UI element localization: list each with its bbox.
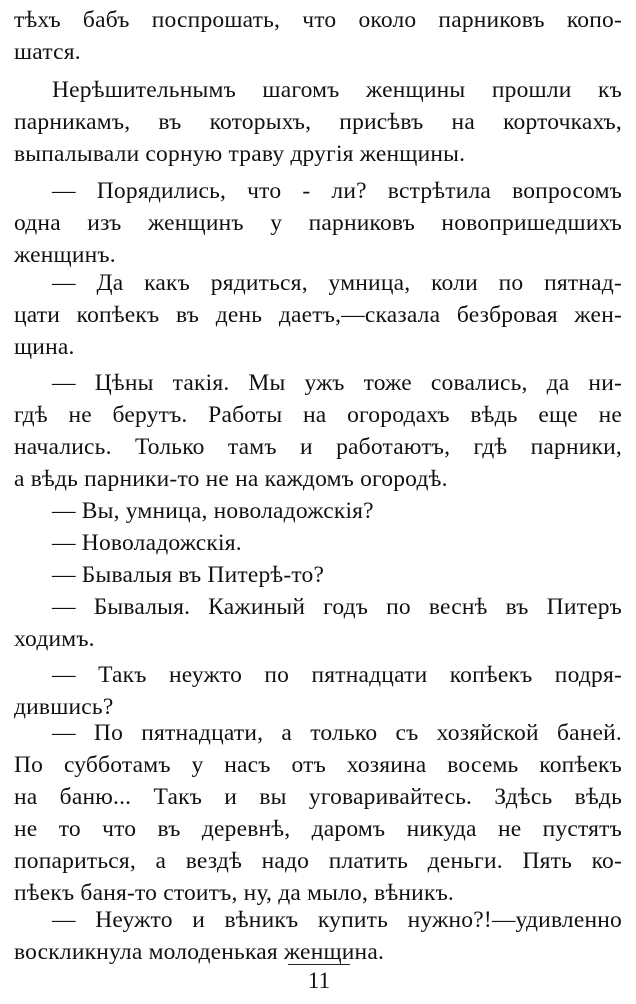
text-line-14: начались. Только тамъ и работаютъ, гдѣ парники, <box>14 434 622 460</box>
text-line-13: гдѣ не берутъ. Работы на огородахъ вѣдь еще не <box>14 402 622 428</box>
text-line-28: пѣекъ баня-то стоитъ, ну, да мыло, вѣникъ. <box>14 880 455 906</box>
text-line-9: — Да какъ рядиться, умница, коли по пятнад- <box>52 270 622 296</box>
text-line-30: воскликнула молоденькая женщина. <box>14 939 385 965</box>
text-line-17: — Новоладожскія. <box>52 530 242 556</box>
text-line-22: дившись? <box>14 694 114 720</box>
page-number: 11 <box>307 968 331 993</box>
text-line-18: — Бывалыя въ Питерѣ-то? <box>52 562 325 588</box>
text-line-11: щина. <box>14 334 75 360</box>
text-line-5: выпалывали сорную траву другія женщины. <box>14 141 466 167</box>
text-line-25: на баню... Такъ и вы уговаривайтесь. Здѣсь вѣдь <box>14 784 622 810</box>
text-line-2: шатся. <box>14 39 81 65</box>
text-line-4: парникамъ, въ которыхъ, присѣвъ на корточкахъ, <box>14 109 622 135</box>
text-line-8: женщинъ. <box>14 242 116 268</box>
text-line-20: ходимъ. <box>14 626 95 652</box>
text-line-27: попариться, а вездѣ надо платить деньги. Пять ко- <box>14 848 622 874</box>
text-line-29: — Неужто и вѣникъ купить нужно?!—удивленно <box>52 907 622 933</box>
text-line-23: — По пятнадцати, а только съ хозяйской баней. <box>52 720 622 746</box>
text-line-26: не то что въ деревнѣ, даромъ никуда не пустятъ <box>14 816 622 842</box>
text-line-3: Нерѣшительнымъ шагомъ женщины прошли къ <box>52 77 622 103</box>
text-line-16: — Вы, умница, новоладожскія? <box>52 498 374 524</box>
text-line-12: — Цѣны такія. Мы ужъ тоже совались, да ни- <box>52 370 622 396</box>
text-line-21: — Такъ неужто по пятнадцати копѣекъ подря- <box>52 662 622 688</box>
text-line-15: а вѣдь парники-то не на каждомъ огородѣ. <box>14 466 448 492</box>
page-number-rule <box>288 964 350 965</box>
text-line-6: — Порядились, что - ли? встрѣтила вопросомъ <box>52 178 622 204</box>
text-line-7: одна изъ женщинъ у парниковъ новопришедшихъ <box>14 210 622 236</box>
text-line-19: — Бывалыя. Кажиный годъ по веснѣ въ Питеръ <box>52 594 622 620</box>
text-line-1: тѣхъ бабъ поспрошать, что около парниковъ копо- <box>14 7 622 33</box>
text-line-24: По субботамъ у насъ отъ хозяина восемь копѣекъ <box>14 752 622 778</box>
text-line-10: цати копѣекъ въ день даетъ,—сказала безбровая жен- <box>14 302 622 328</box>
